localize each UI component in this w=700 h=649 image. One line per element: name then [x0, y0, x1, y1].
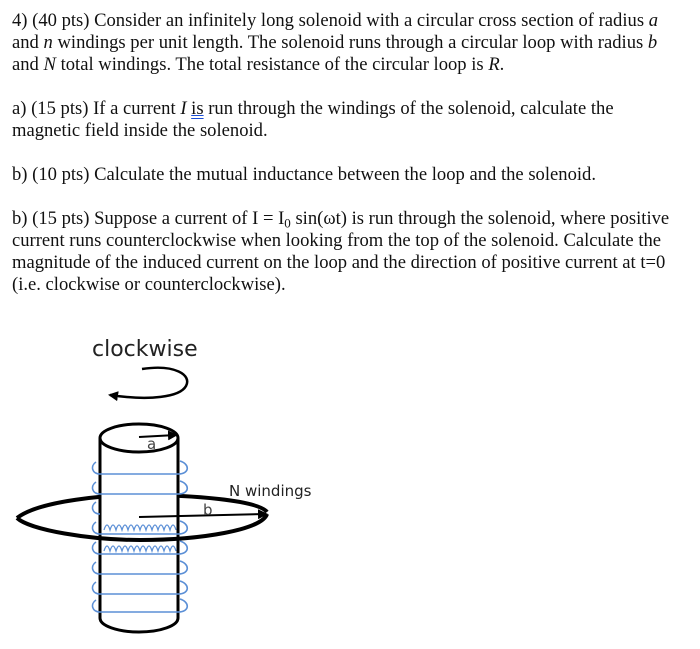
part-a-text: run through the windings of the solenoid, calculate the — [208, 98, 614, 119]
part-b2-text: sin(ωt) is run through the solenoid, where positive — [290, 208, 670, 229]
loop-radius-symbol: b — [647, 32, 658, 53]
problem-text-fragment: and — [12, 54, 39, 75]
problem-text — [12, 10, 696, 296]
radius-symbol: a — [648, 10, 659, 31]
problem-statement — [12, 10, 696, 76]
solenoid-bottom — [100, 618, 178, 632]
current-symbol: I — [180, 98, 187, 119]
problem-text-fragment: and — [12, 32, 39, 53]
part-b2 — [12, 208, 696, 296]
problem-text-fragment: . — [499, 54, 505, 75]
part-b1-text: b) (10 pts) Calculate the mutual inductance between the loop and the solenoid. — [12, 164, 596, 185]
part-b2-line2: current runs counterclockwise when looking from the top of the solenoid. Calculate the — [12, 230, 662, 251]
n-windings-label: N windings — [229, 482, 312, 500]
N-symbol: N — [43, 54, 56, 75]
part-b1 — [12, 164, 696, 186]
problem-text-fragment: windings per unit length. The solenoid runs through a circular loop with radius — [57, 32, 644, 53]
part-a-prefix: a) (15 pts) If a current — [12, 98, 176, 119]
n-symbol: n — [43, 32, 53, 53]
subscript-zero: 0 — [284, 215, 291, 231]
radius-a-label: a — [147, 435, 157, 453]
solenoid-top — [100, 424, 178, 452]
radius-b-label: b — [203, 501, 213, 519]
part-a — [12, 98, 696, 142]
clockwise-arrow — [110, 368, 187, 398]
problem-header: 4) (40 pts) Consider an infinitely long solenoid with a circular cross section of radius — [12, 10, 645, 31]
part-a-line2: magnetic field inside the solenoid. — [12, 120, 268, 141]
part-b2-text: b) (15 pts) Suppose a current of I = I — [12, 208, 285, 229]
part-b2-line3: magnitude of the induced current on the loop and the direction of positive current at t=0 — [12, 252, 666, 273]
R-symbol: R — [488, 54, 500, 75]
solenoid-figure — [0, 330, 700, 649]
part-b2-line4: (i.e. clockwise or counterclockwise). — [12, 274, 286, 295]
clockwise-label: clockwise — [92, 337, 198, 362]
spellcheck-underlined-word: is — [191, 98, 204, 119]
problem-text-fragment: total windings. The total resistance of the circular loop is — [60, 54, 484, 75]
